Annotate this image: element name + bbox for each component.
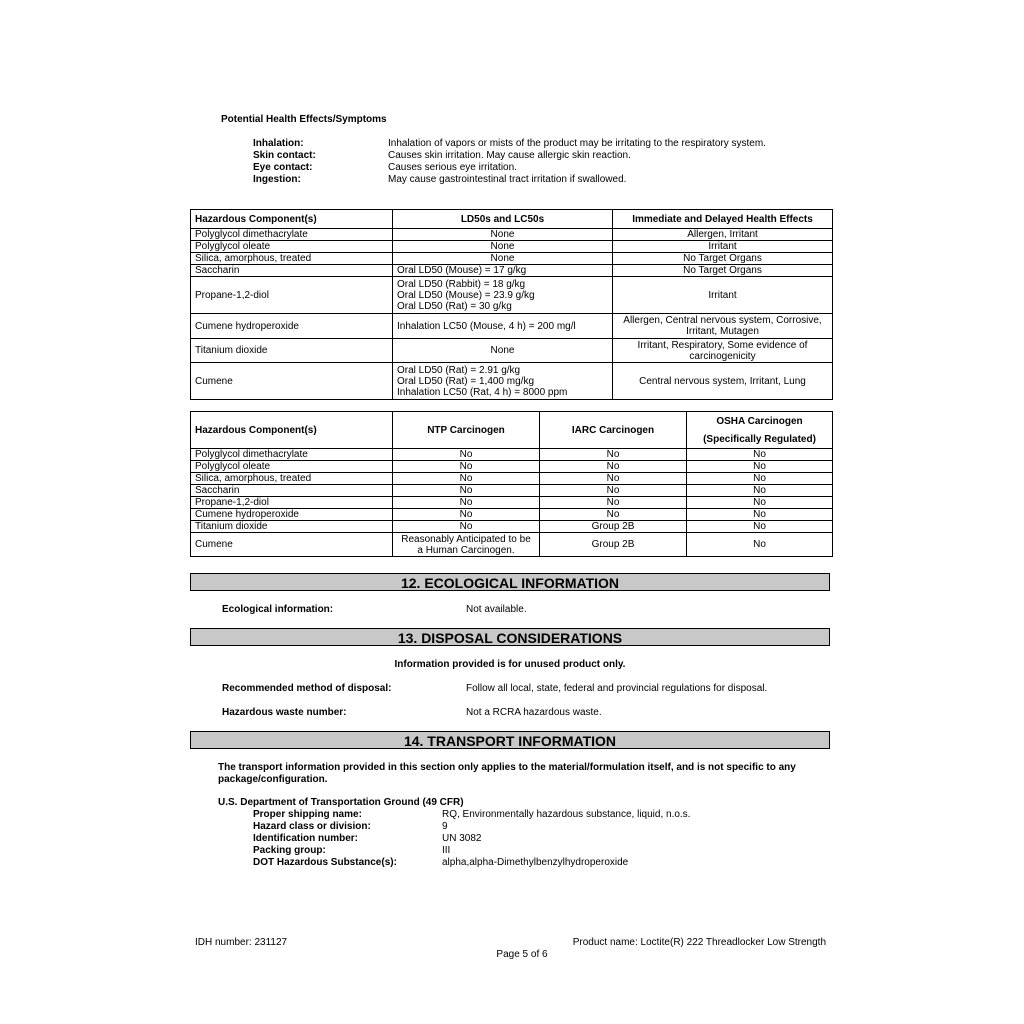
- ingestion-label: Ingestion:: [253, 174, 301, 185]
- component-cell: Cumene: [191, 363, 393, 400]
- table2-header-component: Hazardous Component(s): [191, 412, 393, 449]
- footer-idh-number: IDH number: 231127: [195, 937, 288, 948]
- disposal-method-label: Recommended method of disposal:: [222, 683, 392, 694]
- table-row: [191, 253, 833, 265]
- disposal-note: Information provided is for unused product only.: [394, 659, 626, 670]
- ntp-cell: No: [393, 449, 540, 461]
- ld50-cell: Oral LD50 (Rat) = 2.91 g/kg Oral LD50 (Rat) = 1,400 mg/kg Inhalation LC50 (Rat, 4 h) = 8000 ppm: [393, 363, 613, 400]
- section-12-heading: 12. ECOLOGICAL INFORMATION: [190, 573, 830, 591]
- table-row: [191, 485, 833, 497]
- health-effects-title: Potential Health Effects/Symptoms: [221, 114, 387, 125]
- osha-header-line2: (Specifically Regulated): [703, 433, 816, 445]
- iarc-cell: No: [540, 485, 687, 497]
- iarc-cell: No: [540, 449, 687, 461]
- ntp-cell: No: [393, 485, 540, 497]
- eye-contact-value: Causes serious eye irritation.: [388, 162, 517, 173]
- toxicity-table: [190, 209, 833, 400]
- ld50-cell: None: [393, 241, 613, 253]
- inhalation-value: Inhalation of vapors or mists of the product may be irritating to the respiratory system.: [388, 138, 766, 149]
- iarc-cell: Group 2B: [540, 521, 687, 533]
- component-cell: Saccharin: [191, 265, 393, 277]
- osha-cell: No: [687, 509, 833, 521]
- effects-cell: No Target Organs: [613, 265, 833, 277]
- component-cell: Polyglycol oleate: [191, 241, 393, 253]
- iarc-cell: No: [540, 473, 687, 485]
- table-row: [191, 339, 833, 363]
- effects-cell: Irritant, Respiratory, Some evidence of carcinogenicity: [613, 339, 833, 363]
- table-row: [191, 277, 833, 314]
- table-row: [191, 533, 833, 557]
- table-row: [191, 461, 833, 473]
- transport-intro-line1: The transport information provided in this section only applies to the material/formulation itself, and is not specific to any: [218, 762, 796, 773]
- effects-cell: No Target Organs: [613, 253, 833, 265]
- ntp-cell: No: [393, 473, 540, 485]
- ntp-cell: No: [393, 509, 540, 521]
- iarc-cell: No: [540, 509, 687, 521]
- component-cell: Silica, amorphous, treated: [191, 253, 393, 265]
- section-14-heading: 14. TRANSPORT INFORMATION: [190, 731, 830, 749]
- osha-cell: No: [687, 461, 833, 473]
- ecological-label: Ecological information:: [222, 604, 334, 615]
- packing-group-value: III: [442, 845, 451, 856]
- osha-cell: No: [687, 485, 833, 497]
- table2-header-osha: [687, 412, 833, 449]
- table-row: [191, 521, 833, 533]
- table-row: [191, 449, 833, 461]
- effects-cell: Irritant: [613, 241, 833, 253]
- component-cell: Propane-1,2-diol: [191, 497, 393, 509]
- skin-contact-label: Skin contact:: [253, 150, 316, 161]
- ld50-cell: None: [393, 253, 613, 265]
- component-cell: Polyglycol dimethacrylate: [191, 229, 393, 241]
- ntp-cell: No: [393, 497, 540, 509]
- ecological-value: Not available.: [466, 604, 527, 615]
- table-row: [191, 363, 833, 400]
- table2-header-ntp: NTP Carcinogen: [393, 412, 540, 449]
- table-row: [191, 509, 833, 521]
- component-cell: Silica, amorphous, treated: [191, 473, 393, 485]
- hazard-class-value: 9: [442, 821, 448, 832]
- ntp-cell: No: [393, 461, 540, 473]
- effects-cell: Irritant: [613, 277, 833, 314]
- skin-contact-value: Causes skin irritation. May cause allergic skin reaction.: [388, 150, 631, 161]
- osha-cell: No: [687, 533, 833, 557]
- iarc-cell: No: [540, 461, 687, 473]
- inhalation-label: Inhalation:: [253, 138, 304, 149]
- component-cell: Cumene: [191, 533, 393, 557]
- ld50-cell: None: [393, 339, 613, 363]
- waste-number-label: Hazardous waste number:: [222, 707, 347, 718]
- shipping-name-label: Proper shipping name:: [253, 809, 362, 820]
- table-row: [191, 497, 833, 509]
- table1-header-effects: Immediate and Delayed Health Effects: [613, 210, 833, 229]
- osha-cell: No: [687, 521, 833, 533]
- dot-hazardous-value: alpha,alpha-Dimethylbenzylhydroperoxide: [442, 857, 629, 868]
- identification-number-value: UN 3082: [442, 833, 482, 844]
- component-cell: Cumene hydroperoxide: [191, 314, 393, 339]
- packing-group-label: Packing group:: [253, 845, 326, 856]
- component-cell: Titanium dioxide: [191, 521, 393, 533]
- eye-contact-label: Eye contact:: [253, 162, 313, 173]
- carcinogen-table: [190, 411, 833, 557]
- section-13-heading: 13. DISPOSAL CONSIDERATIONS: [190, 628, 830, 646]
- table1-header-ld50: LD50s and LC50s: [393, 210, 613, 229]
- component-cell: Titanium dioxide: [191, 339, 393, 363]
- dot-hazardous-label: DOT Hazardous Substance(s):: [253, 857, 397, 868]
- ld50-cell: None: [393, 229, 613, 241]
- transport-intro-line2: package/configuration.: [218, 774, 328, 785]
- ingestion-value: May cause gastrointestinal tract irritation if swallowed.: [388, 174, 627, 185]
- ld50-cell: Oral LD50 (Mouse) = 17 g/kg: [393, 265, 613, 277]
- ntp-cell: Reasonably Anticipated to be a Human Carcinogen.: [393, 533, 540, 557]
- table2-header-iarc: IARC Carcinogen: [540, 412, 687, 449]
- table-row: [191, 241, 833, 253]
- table-row: [191, 265, 833, 277]
- footer-product-name: Product name: Loctite(R) 222 Threadlocker Low Strength: [572, 937, 826, 948]
- component-cell: Saccharin: [191, 485, 393, 497]
- ld50-cell: Oral LD50 (Rabbit) = 18 g/kg Oral LD50 (Mouse) = 23.9 g/kg Oral LD50 (Rat) = 30 g/kg: [393, 277, 613, 314]
- osha-cell: No: [687, 449, 833, 461]
- hazard-class-label: Hazard class or division:: [253, 821, 371, 832]
- effects-cell: Allergen, Irritant: [613, 229, 833, 241]
- osha-cell: No: [687, 473, 833, 485]
- table1-header-component: Hazardous Component(s): [191, 210, 393, 229]
- table-row: [191, 314, 833, 339]
- component-cell: Polyglycol oleate: [191, 461, 393, 473]
- component-cell: Propane-1,2-diol: [191, 277, 393, 314]
- identification-number-label: Identification number:: [253, 833, 358, 844]
- footer-page-number: Page 5 of 6: [496, 949, 548, 960]
- iarc-cell: No: [540, 497, 687, 509]
- table-row: [191, 473, 833, 485]
- waste-number-value: Not a RCRA hazardous waste.: [466, 707, 602, 718]
- osha-cell: No: [687, 497, 833, 509]
- component-cell: Polyglycol dimethacrylate: [191, 449, 393, 461]
- effects-cell: Allergen, Central nervous system, Corrosive, Irritant, Mutagen: [613, 314, 833, 339]
- ld50-cell: Inhalation LC50 (Mouse, 4 h) = 200 mg/l: [393, 314, 613, 339]
- shipping-name-value: RQ, Environmentally hazardous substance, liquid, n.o.s.: [442, 809, 691, 820]
- disposal-method-value: Follow all local, state, federal and provincial regulations for disposal.: [466, 683, 768, 694]
- ntp-cell: No: [393, 521, 540, 533]
- table-row: [191, 229, 833, 241]
- effects-cell: Central nervous system, Irritant, Lung: [613, 363, 833, 400]
- iarc-cell: Group 2B: [540, 533, 687, 557]
- osha-header-line1: OSHA Carcinogen: [716, 415, 803, 427]
- component-cell: Cumene hydroperoxide: [191, 509, 393, 521]
- dot-title: U.S. Department of Transportation Ground (49 CFR): [218, 797, 464, 808]
